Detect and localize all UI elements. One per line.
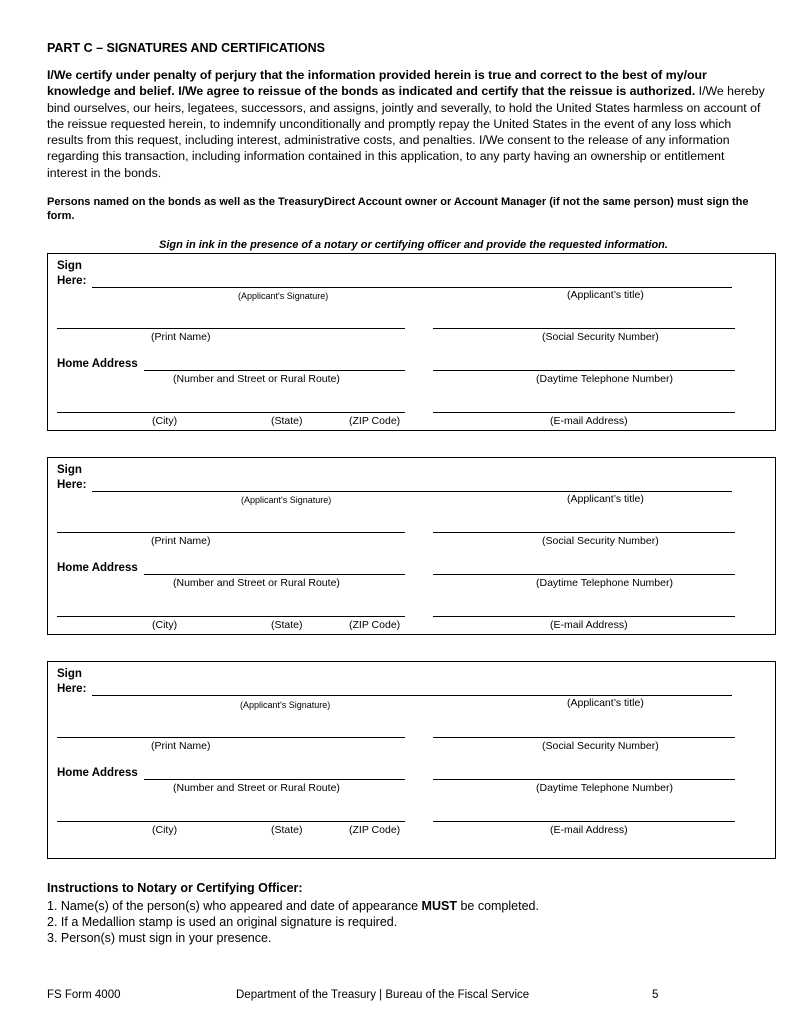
home-address-label: Home Address bbox=[57, 767, 138, 779]
street-caption: (Number and Street or Rural Route) bbox=[173, 577, 340, 589]
phone-line[interactable] bbox=[433, 779, 735, 780]
home-address-label: Home Address bbox=[57, 562, 138, 574]
city-caption: (City) bbox=[152, 619, 178, 631]
signature-block-3 bbox=[47, 661, 776, 859]
sign-label: Sign bbox=[57, 668, 82, 680]
sign-label: Sign bbox=[57, 260, 82, 272]
zip-caption: (ZIP Code) bbox=[349, 824, 401, 836]
instruction-item-3: 3. Person(s) must sign in your presence. bbox=[47, 931, 272, 946]
print-name-caption: (Print Name) bbox=[151, 535, 211, 547]
footer-department: Department of the Treasury | Bureau of the Fiscal Service bbox=[236, 989, 530, 1001]
ssn-caption: (Social Security Number) bbox=[542, 740, 659, 752]
state-caption: (State) bbox=[271, 619, 303, 631]
section-title: PART C – SIGNATURES AND CERTIFICATIONS bbox=[47, 41, 326, 55]
print-name-line[interactable] bbox=[57, 328, 405, 329]
here-label: Here: bbox=[57, 479, 87, 491]
signature-line[interactable] bbox=[92, 287, 732, 288]
persons-note: Persons named on the bonds as well as the TreasuryDirect Account owner or Account Manager (if not the same person) must sign the form. bbox=[47, 196, 749, 222]
street-caption: (Number and Street or Rural Route) bbox=[173, 782, 340, 794]
print-name-caption: (Print Name) bbox=[151, 331, 211, 343]
applicant-title-caption: (Applicant’s title) bbox=[567, 493, 644, 505]
city-caption: (City) bbox=[152, 824, 178, 836]
instruction-1-end: be completed. bbox=[456, 899, 539, 913]
signature-block-2 bbox=[47, 457, 776, 635]
home-address-label: Home Address bbox=[57, 358, 138, 370]
instruction-item-1 bbox=[47, 898, 539, 914]
street-line[interactable] bbox=[144, 779, 405, 780]
instruction-item-2: 2. If a Medallion stamp is used an original signature is required. bbox=[47, 915, 398, 930]
here-label: Here: bbox=[57, 683, 87, 695]
phone-caption: (Daytime Telephone Number) bbox=[536, 373, 673, 385]
signature-line[interactable] bbox=[92, 491, 732, 492]
signature-line[interactable] bbox=[92, 695, 732, 696]
signature-block-1 bbox=[47, 253, 776, 431]
footer-form-id: FS Form 4000 bbox=[47, 989, 121, 1001]
email-line[interactable] bbox=[433, 821, 735, 822]
street-caption: (Number and Street or Rural Route) bbox=[173, 373, 340, 385]
ssn-line[interactable] bbox=[433, 328, 735, 329]
ssn-caption: (Social Security Number) bbox=[542, 535, 659, 547]
ssn-line[interactable] bbox=[433, 737, 735, 738]
ssn-caption: (Social Security Number) bbox=[542, 331, 659, 343]
phone-caption: (Daytime Telephone Number) bbox=[536, 577, 673, 589]
state-caption: (State) bbox=[271, 824, 303, 836]
zip-caption: (ZIP Code) bbox=[349, 619, 401, 631]
instruction-1-bold: MUST bbox=[421, 899, 457, 913]
instructions-list bbox=[47, 898, 539, 947]
city-state-zip-line[interactable] bbox=[57, 412, 405, 413]
print-name-line[interactable] bbox=[57, 532, 405, 533]
email-line[interactable] bbox=[433, 412, 735, 413]
applicant-signature-caption: (Applicant's Signature) bbox=[238, 291, 329, 301]
certification-body: I/We hereby bind ourselves, our heirs, legatees, successors, and assigns, jointly and severally, to hold the United States harmless on account of the reissue requested herein, to indemnify unconditionally and promptly repay the United States in the event of any loss which results from this request, including interest, administrative costs, and penalties. I/We consent to the release of any information regarding this transaction, including information contained in this application, to any party having an ownership or entitlement interest in the bonds. bbox=[47, 84, 765, 180]
city-caption: (City) bbox=[152, 415, 178, 427]
phone-line[interactable] bbox=[433, 574, 735, 575]
city-state-zip-line[interactable] bbox=[57, 821, 405, 822]
state-caption: (State) bbox=[271, 415, 303, 427]
email-caption: (E-mail Address) bbox=[550, 824, 628, 836]
certification-text bbox=[47, 67, 765, 181]
footer-page-number: 5 bbox=[652, 989, 659, 1001]
phone-caption: (Daytime Telephone Number) bbox=[536, 782, 673, 794]
applicant-signature-caption: (Applicant's Signature) bbox=[240, 700, 331, 710]
zip-caption: (ZIP Code) bbox=[349, 415, 401, 427]
email-line[interactable] bbox=[433, 616, 735, 617]
print-name-caption: (Print Name) bbox=[151, 740, 211, 752]
sign-label: Sign bbox=[57, 464, 82, 476]
certification-bold: I/We certify under penalty of perjury that the information provided herein is true and correct to the best of my/our knowledge and belief. I/We agree to reissue of the bonds as indicated and certify that the reissue is authorized. bbox=[47, 68, 707, 99]
street-line[interactable] bbox=[144, 574, 405, 575]
print-name-line[interactable] bbox=[57, 737, 405, 738]
instructions-title: Instructions to Notary or Certifying Officer: bbox=[47, 881, 303, 895]
street-line[interactable] bbox=[144, 370, 405, 371]
ssn-line[interactable] bbox=[433, 532, 735, 533]
applicant-title-caption: (Applicant’s title) bbox=[567, 289, 644, 301]
instruction-1-text: 1. Name(s) of the person(s) who appeared and date of appearance bbox=[47, 899, 422, 913]
applicant-signature-caption: (Applicant's Signature) bbox=[241, 495, 332, 505]
phone-line[interactable] bbox=[433, 370, 735, 371]
email-caption: (E-mail Address) bbox=[550, 619, 628, 631]
ink-note: Sign in ink in the presence of a notary or certifying officer and provide the requested information. bbox=[159, 239, 668, 251]
here-label: Here: bbox=[57, 275, 87, 287]
city-state-zip-line[interactable] bbox=[57, 616, 405, 617]
email-caption: (E-mail Address) bbox=[550, 415, 628, 427]
applicant-title-caption: (Applicant’s title) bbox=[567, 697, 644, 709]
